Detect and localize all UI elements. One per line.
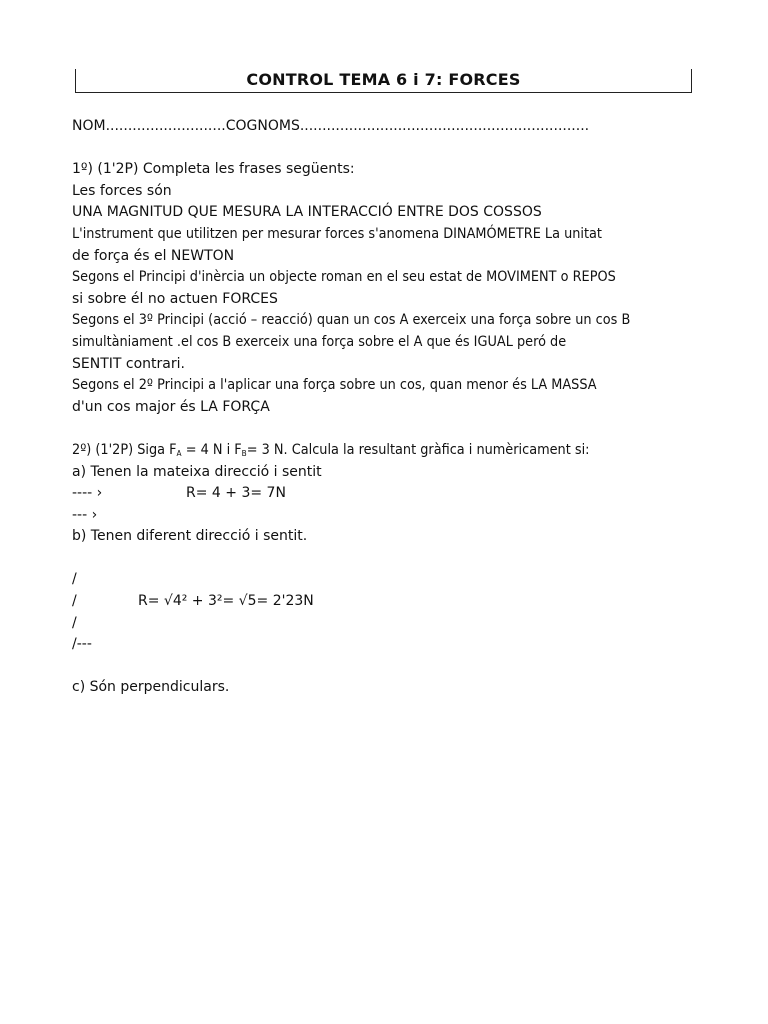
name-line: NOM...........................COGNOMS................................................................. xyxy=(72,118,590,134)
title-box xyxy=(75,69,692,93)
q2-heading-text xyxy=(72,440,590,462)
q2a-result: R= 4 + 3= 7N xyxy=(186,485,286,502)
q1-heading: 1º) (1'2P) Completa les frases següents: xyxy=(72,161,355,178)
q1-line-7 xyxy=(72,310,692,332)
q2b-result: R= √4² + 3²= √5= 2'23N xyxy=(138,593,314,610)
q2a-arrow-2: --- › xyxy=(72,506,98,523)
q1-line-10-text: Segons el 2º Principi a l'aplicar una força sobre un cos, quan menor és LA MASSA xyxy=(72,377,597,394)
spacer xyxy=(72,548,692,570)
q1-line-8 xyxy=(72,332,692,354)
force-b-subscript: B xyxy=(241,448,247,458)
q1-line-3 xyxy=(72,224,692,246)
q1-line-4: de força és el NEWTON xyxy=(72,247,235,264)
q1-line-11: d'un cos major és LA FORÇA xyxy=(72,398,270,415)
q1-line-5 xyxy=(72,267,692,289)
q2b-diagram-line-3: / xyxy=(72,614,77,631)
spacer xyxy=(72,138,692,160)
force-a-subscript: A xyxy=(176,448,182,458)
q1-line-7-text: Segons el 3º Principi (acció – reacció) quan un cos A exerceix una força sobre un cos B xyxy=(72,312,631,329)
q2-heading-post: = 3 N. Calcula la resultant gràfica i numèricament si: xyxy=(246,441,590,458)
q2-heading-mid: = 4 N i F xyxy=(181,441,242,458)
q2b-diagram-row xyxy=(72,591,692,613)
q2b-diagram-line-2: / xyxy=(72,593,77,610)
q2c-label: c) Són perpendiculars. xyxy=(72,679,230,696)
q1-line-5-text: Segons el Principi d'inèrcia un objecte roman en el seu estat de MOVIMENT o REPOS xyxy=(72,269,616,286)
q2-heading xyxy=(72,440,692,462)
spacer xyxy=(72,656,692,678)
q2b-label: b) Tenen diferent direcció i sentit. xyxy=(72,528,308,545)
q1-line-9: SENTIT contrari. xyxy=(72,355,185,372)
q1-line-2: UNA MAGNITUD QUE MESURA LA INTERACCIÓ ENTRE DOS COSSOS xyxy=(72,204,542,221)
q1-line-8-text: simultàniament .el cos B exerceix una força sobre el A que és IGUAL peró de xyxy=(72,333,567,350)
q1-line-1: Les forces són xyxy=(72,182,172,199)
spacer xyxy=(72,418,692,440)
q2a-arrow-row xyxy=(72,483,692,505)
q2b-diagram-line-1: / xyxy=(72,571,77,588)
q2-heading-pre: 2º) (1'2P) Siga F xyxy=(72,441,177,458)
document-body xyxy=(72,116,692,699)
q2a-label: a) Tenen la mateixa direcció i sentit xyxy=(72,463,322,480)
q2b-diagram-line-4: /--- xyxy=(72,636,92,653)
page-title: CONTROL TEMA 6 i 7: FORCES xyxy=(246,70,521,89)
q1-line-6: si sobre él no actuen FORCES xyxy=(72,290,278,307)
q1-line-3-text: L'instrument que utilitzen per mesurar forces s'anomena DINAMÓMETRE La unitat xyxy=(72,225,602,242)
q2a-arrow-1: ---- › xyxy=(72,485,103,502)
q1-line-10 xyxy=(72,375,692,397)
